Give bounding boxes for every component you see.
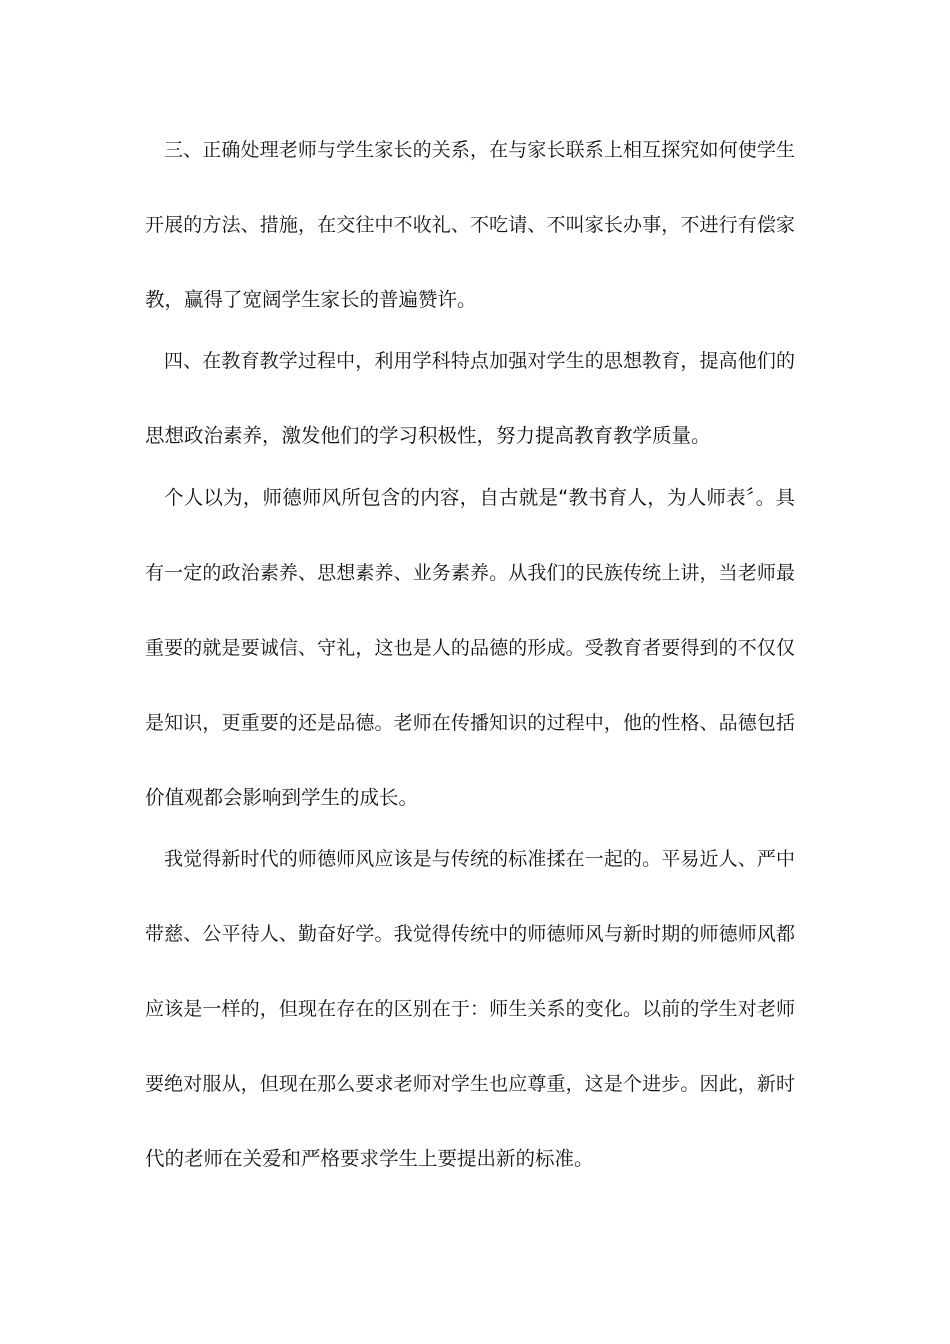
paragraph-4-line-5: 代的老师在关爱和严格要求学生上要提出新的标准。 (145, 1147, 594, 1170)
paragraph-4-line-3: 应该是一样的，但现在存在的区别在于：师生关系的变化。以前的学生对老师 (145, 998, 795, 1020)
paragraph-1-line-1: 三、正确处理老师与学生家长的关系，在与家长联系上相互探究如何使学生 (164, 139, 795, 161)
paragraph-3-line-2: 有一定的政治素养、思想素养、业务素养。从我们的民族传统上讲，当老师最 (145, 562, 795, 584)
paragraph-3-line-5: 价值观都会影响到学生的成长。 (145, 786, 419, 809)
paragraph-2-line-1: 四、在教育教学过程中，利用学科特点加强对学生的思想教育，提高他们的 (164, 350, 795, 372)
paragraph-3-line-3: 重要的就是要诚信、守礼，这也是人的品德的形成。受教育者要得到的不仅仅 (145, 637, 795, 659)
paragraph-3-line-4: 是知识，更重要的还是品德。老师在传播知识的过程中，他的性格、品德包括 (145, 712, 795, 734)
paragraph-2-line-2: 思想政治素养，激发他们的学习积极性，努力提高教育教学质量。 (145, 424, 711, 447)
paragraph-3-line-1: 个人以为，师德师风所包含的内容，自古就是“教书育人，为人师表〞。具 (164, 486, 795, 509)
paragraph-4-line-1: 我觉得新时代的师德师风应该是与传统的标准揉在一起的。平易近人、严中 (164, 848, 795, 870)
paragraph-1-line-3: 教，赢得了宽阔学生家长的普遍赞许。 (145, 288, 477, 311)
paragraph-4-line-2: 带慈、公平待人、勤奋好学。我觉得传统中的师德师风与新时期的师德师风都 (145, 923, 795, 945)
paragraph-1-line-2: 开展的方法、措施，在交往中不收礼、不吃请、不叫家长办事，不进行有偿家 (145, 214, 795, 236)
paragraph-4-line-4: 要绝对服从，但现在那么要求老师对学生也应尊重，这是个进步。因此，新时 (145, 1073, 795, 1095)
